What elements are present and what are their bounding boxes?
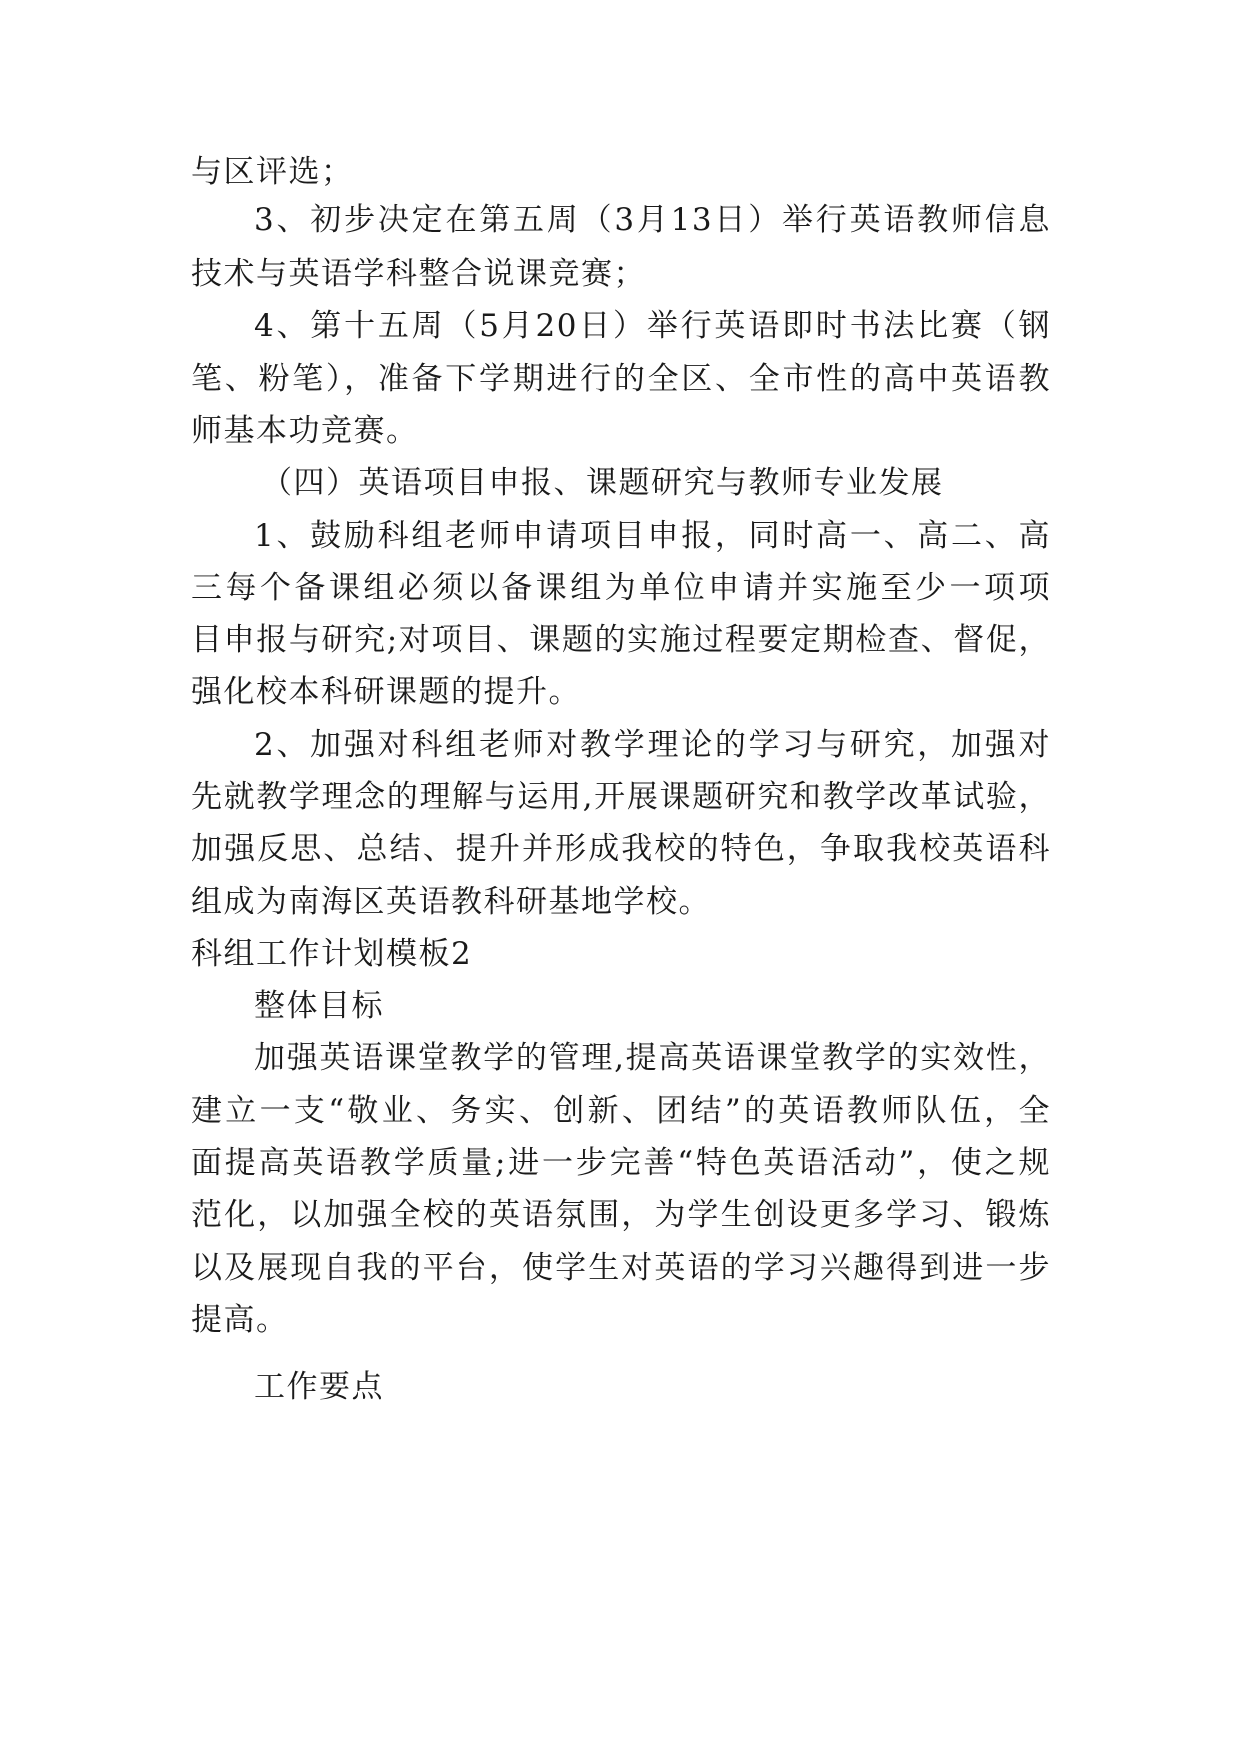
text-line: 技术与英语学科整合说课竞赛； [191,256,646,292]
text-line: 师基本功竞赛。 [191,413,419,449]
text-line: 2、加强对科组老师对教学理论的学习与研究，加强对 [254,727,1051,763]
text-line: 4、第十五周（5月20日）举行英语即时书法比赛（钢 [254,308,1051,344]
document-title: 科组工作计划模板2 [191,936,473,972]
text-line: 与区评选； [191,154,354,190]
text-line: 强化校本科研课题的提升。 [191,674,581,710]
text-line: 加强反思、总结、提升并形成我校的特色，争取我校英语科 [191,831,1051,867]
text-line: 以及展现自我的平台，使学生对英语的学习兴趣得到进一步 [191,1250,1051,1286]
section-heading: 工作要点 [254,1369,384,1405]
text-line: 范化，以加强全校的英语氛围，为学生创设更多学习、锻炼 [191,1197,1051,1233]
section-heading: 整体目标 [254,988,384,1024]
text-line: 笔、粉笔），准备下学期进行的全区、全市性的高中英语教 [191,361,1051,397]
text-line: 建立一支“敬业、务实、创新、团结”的英语教师队伍，全 [191,1093,1051,1129]
text-line: 3、初步决定在第五周（3月13日）举行英语教师信息 [254,202,1051,238]
text-line: 面提高英语教学质量;进一步完善“特色英语活动”，使之规 [191,1145,1051,1181]
text-line: 组成为南海区英语教科研基地学校。 [191,884,711,920]
section-heading: （四）英语项目申报、课题研究与教师专业发展 [261,465,944,501]
text-line: 1、鼓励科组老师申请项目申报，同时高一、高二、高 [254,518,1051,554]
text-line: 先就教学理念的理解与运用,开展课题研究和教学改革试验， [191,779,1051,815]
text-line: 提高。 [191,1302,289,1338]
text-line: 目申报与研究;对项目、课题的实施过程要定期检查、督促， [191,622,1051,658]
text-line: 加强英语课堂教学的管理,提高英语课堂教学的实效性， [254,1040,1051,1076]
text-line: 三每个备课组必须以备课组为单位申请并实施至少一项项 [191,570,1051,606]
